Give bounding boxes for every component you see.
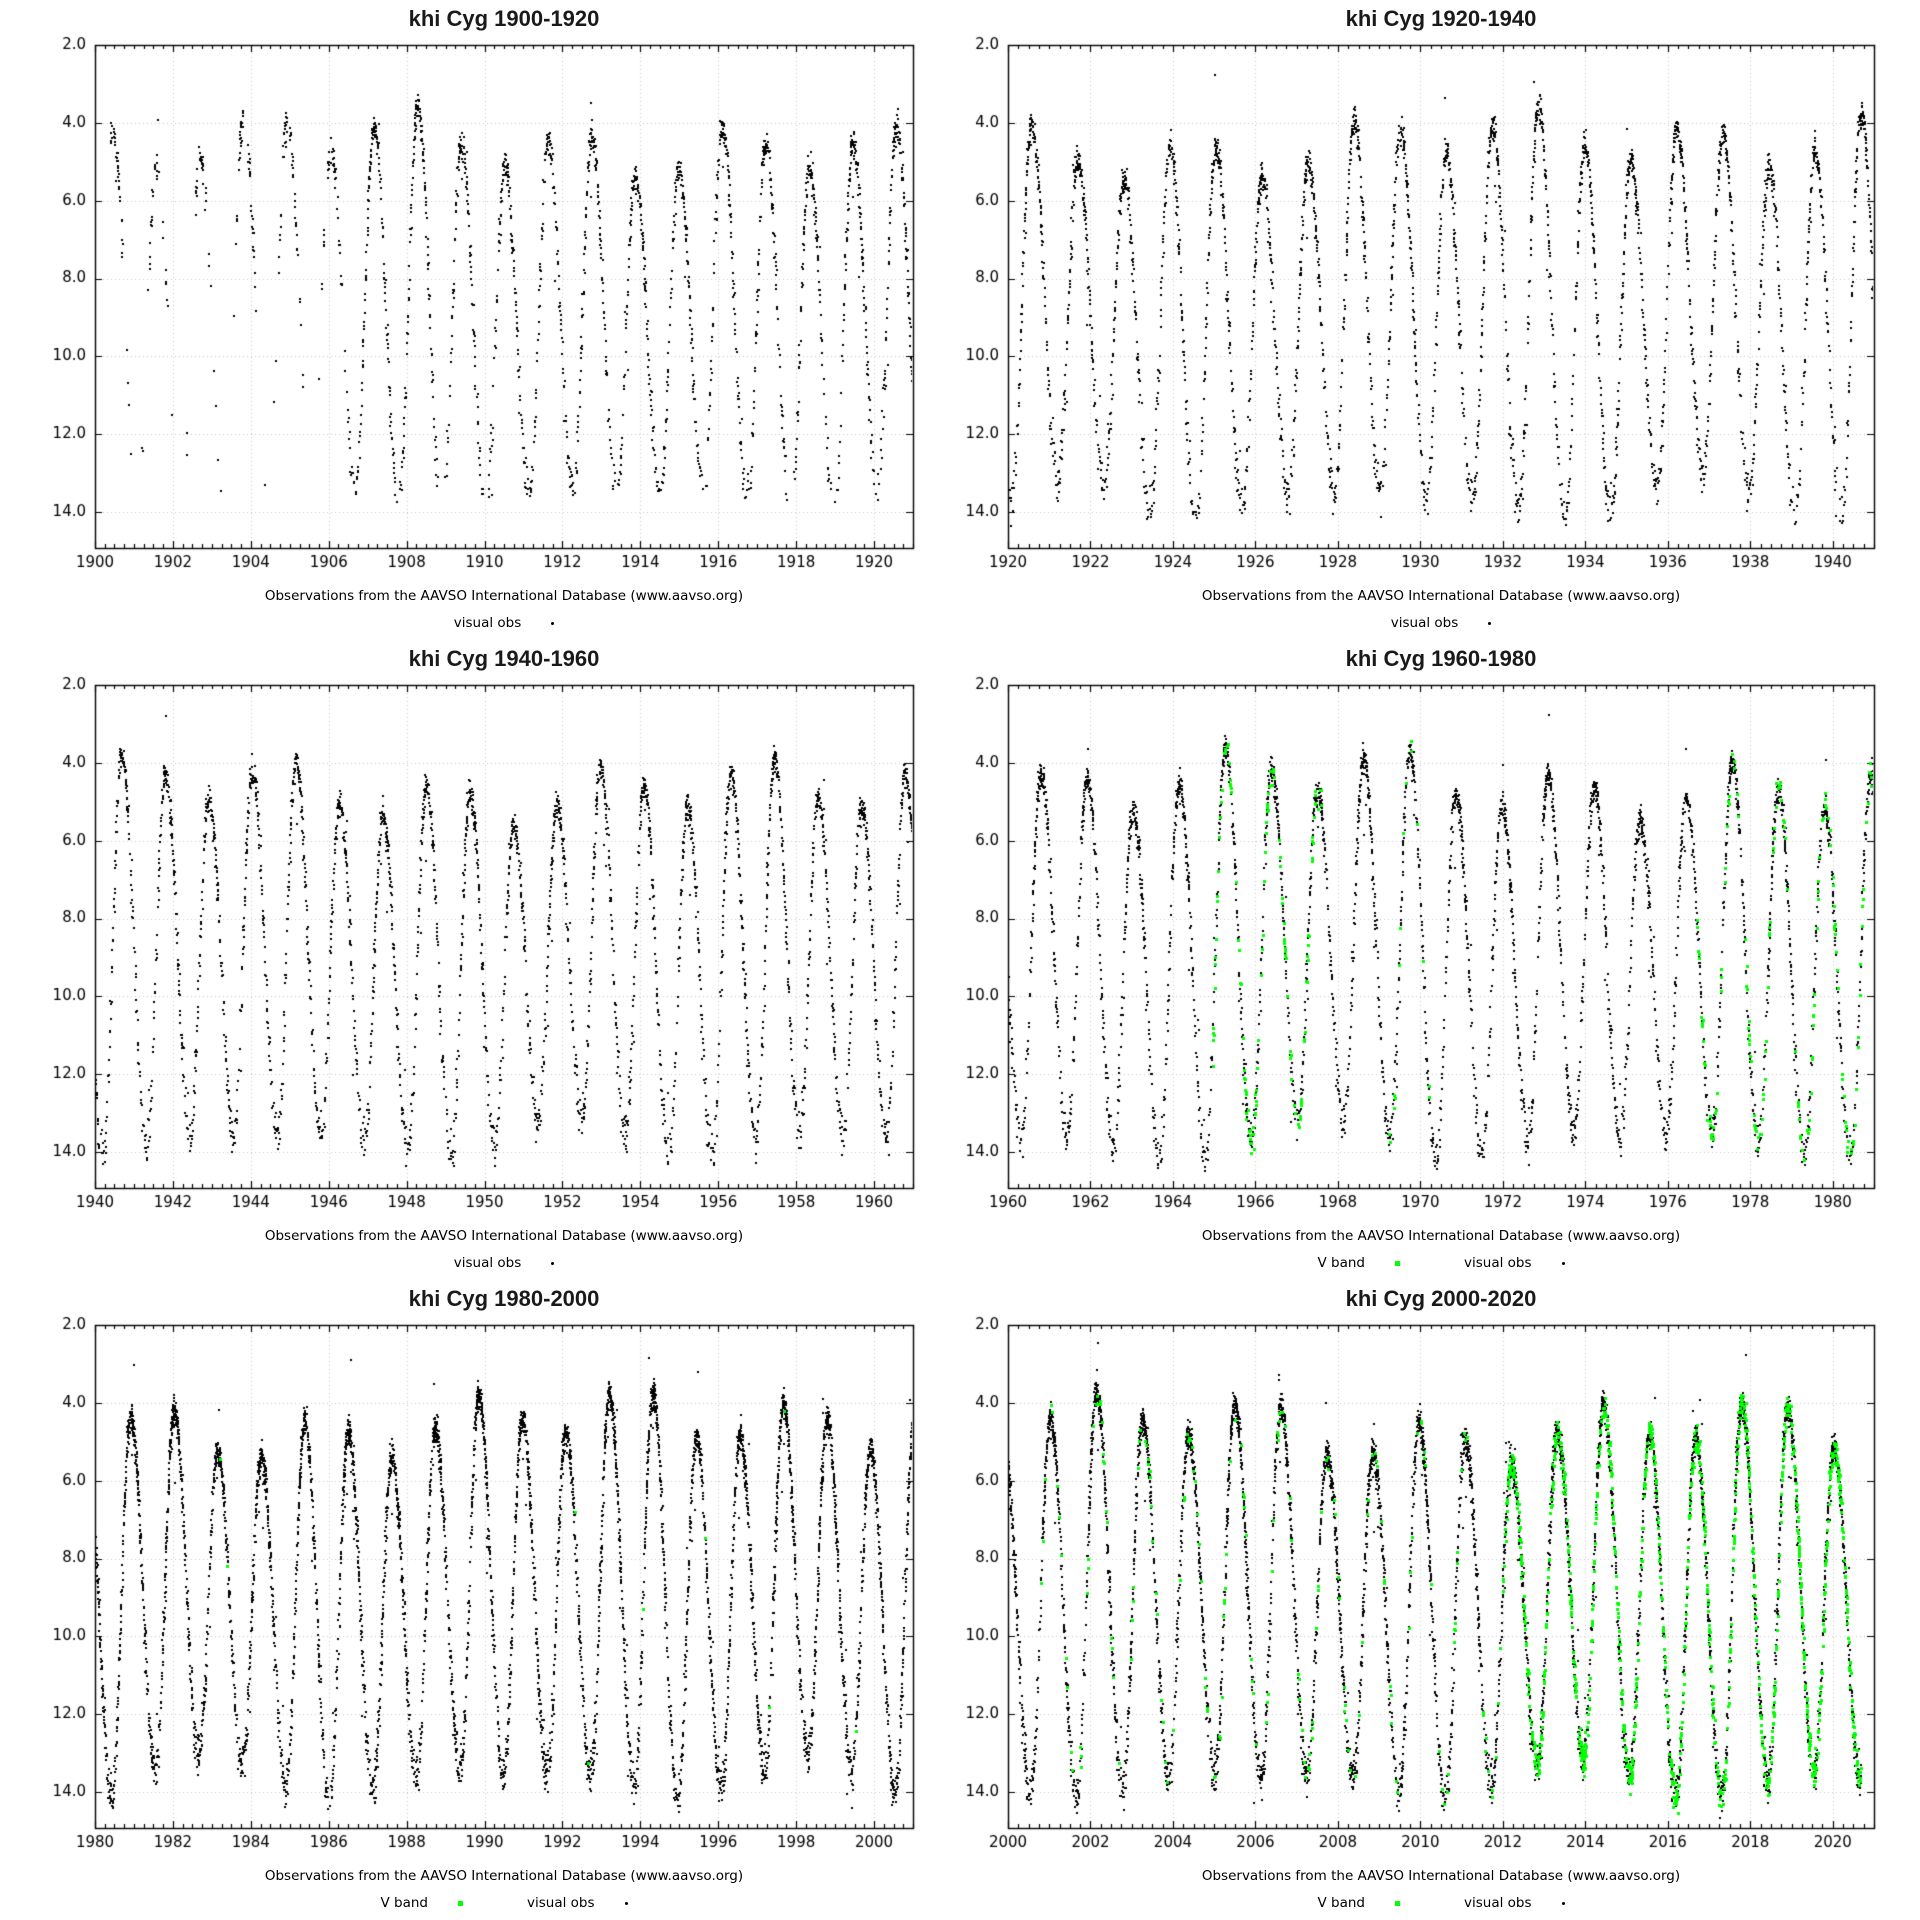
visual-obs-marker-icon (1488, 622, 1491, 625)
legend-label: visual obs (1463, 1895, 1532, 1911)
visual-obs-marker-icon (1562, 1902, 1565, 1905)
visual-obs-marker-icon (551, 1262, 554, 1265)
light-curve-plot-2000-2020 (960, 1280, 1920, 1920)
visual-obs-marker-icon (1562, 1262, 1565, 1265)
panel-title: khi Cyg 1960-1980 (1345, 646, 1537, 671)
legend-item-visual-obs (454, 615, 555, 631)
panel-1940-1960 (0, 640, 960, 1280)
legend (1008, 615, 1874, 631)
legend-label: V band (1317, 1255, 1365, 1271)
light-curve-plot-1900-1920 (0, 0, 960, 640)
panel-title: khi Cyg 1940-1960 (408, 646, 600, 671)
light-curve-plot-1980-2000 (0, 1280, 960, 1920)
legend-item-visual-obs (1391, 615, 1492, 631)
v-band-marker-icon (458, 1901, 463, 1906)
panel-1920-1940 (960, 0, 1920, 640)
source-caption: Observations from the AAVSO International Database (www.aavso.org) (1201, 588, 1681, 604)
light-curve-plot-1920-1940 (960, 0, 1920, 640)
legend (95, 1895, 913, 1911)
legend-label: V band (1317, 1895, 1365, 1911)
panel-title: khi Cyg 1920-1940 (1345, 6, 1537, 31)
light-curve-plot-1960-1980 (960, 640, 1920, 1280)
light-curve-plot-1940-1960 (0, 640, 960, 1280)
panel-title: khi Cyg 1900-1920 (408, 6, 600, 31)
panel-title: khi Cyg 2000-2020 (1345, 1286, 1537, 1311)
legend-label: visual obs (1463, 1255, 1532, 1271)
v-band-marker-icon (1395, 1901, 1400, 1906)
v-band-marker-icon (1395, 1261, 1400, 1266)
source-caption: Observations from the AAVSO International Database (www.aavso.org) (1201, 1228, 1681, 1244)
panel-1900-1920 (0, 0, 960, 640)
legend-item-v-band (380, 1895, 463, 1911)
legend-item-visual-obs (1464, 1895, 1565, 1911)
panel-1980-2000 (0, 1280, 960, 1920)
legend (95, 615, 913, 631)
legend-label: V band (380, 1895, 428, 1911)
source-caption: Observations from the AAVSO International Database (www.aavso.org) (264, 588, 744, 604)
legend (95, 1255, 913, 1271)
source-caption: Observations from the AAVSO International Database (www.aavso.org) (1201, 1868, 1681, 1884)
legend-label: visual obs (453, 615, 522, 631)
legend-label: visual obs (526, 1895, 595, 1911)
legend (1008, 1895, 1874, 1911)
panel-1960-1980 (960, 640, 1920, 1280)
visual-obs-marker-icon (551, 622, 554, 625)
legend-label: visual obs (453, 1255, 522, 1271)
legend-item-visual-obs (454, 1255, 555, 1271)
source-caption: Observations from the AAVSO International Database (www.aavso.org) (264, 1868, 744, 1884)
legend-item-visual-obs (527, 1895, 628, 1911)
legend-label: visual obs (1390, 615, 1459, 631)
source-caption: Observations from the AAVSO International Database (www.aavso.org) (264, 1228, 744, 1244)
visual-obs-marker-icon (625, 1902, 628, 1905)
panel-2000-2020 (960, 1280, 1920, 1920)
legend (1008, 1255, 1874, 1271)
legend-item-visual-obs (1464, 1255, 1565, 1271)
panel-title: khi Cyg 1980-2000 (408, 1286, 600, 1311)
legend-item-v-band (1317, 1895, 1400, 1911)
legend-item-v-band (1317, 1255, 1400, 1271)
